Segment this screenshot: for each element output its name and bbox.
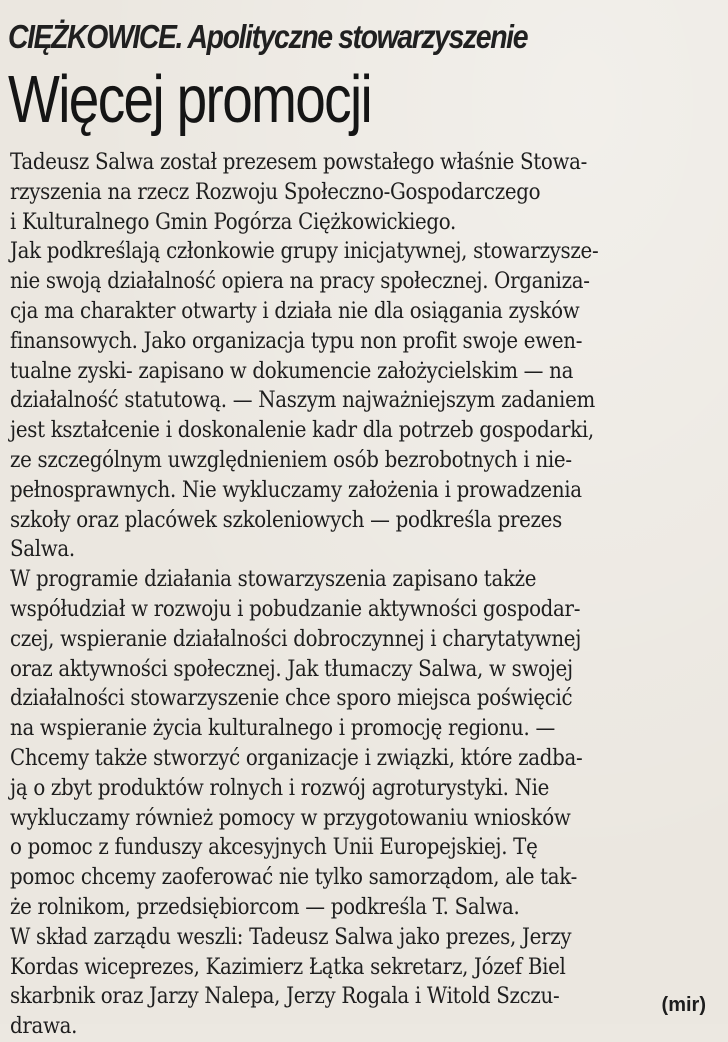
body-line: czej, wspieranie działalności dobroczynnej i charytatywnej bbox=[10, 625, 582, 652]
body-line: Tadeusz Salwa został prezesem powstałego właśnie Stowa- bbox=[10, 149, 588, 175]
body-line: Jak podkreślają członkowie grupy inicjatywnej, stowarzysze- bbox=[10, 238, 599, 265]
body-line: oraz aktywności społecznej. Jak tłumaczy Salwa, w swojej bbox=[10, 655, 573, 682]
author-byline: (mir) bbox=[661, 994, 706, 1016]
body-line: działalności stowarzyszenie chce sporo miejsca poświęcić bbox=[10, 685, 573, 712]
body-line: cja ma charakter otwarty i działa nie dla osiągania zysków bbox=[10, 297, 580, 324]
body-line: nie swoją działalność opiera na pracy społecznej. Organiza- bbox=[10, 268, 590, 295]
body-line: wykluczamy również pomocy w przygotowaniu wniosków bbox=[10, 804, 571, 831]
body-line: skarbnik oraz Jarzy Nalepa, Jerzy Rogala i Witold Szczu- bbox=[10, 983, 560, 1010]
body-line: W skład zarządu weszli: Tadeusz Salwa jako prezes, Jerzy bbox=[10, 923, 572, 950]
body-line: Salwa. bbox=[10, 536, 75, 563]
body-line: szkoły oraz placówek szkoleniowych — podkreśla prezes bbox=[10, 506, 562, 533]
body-line: W programie działania stowarzyszenia zapisano także bbox=[10, 566, 537, 593]
body-line: i Kulturalnego Gmin Pogórza Ciężkowickiego. bbox=[10, 208, 457, 235]
body-line: o pomoc z funduszy akcesyjnych Unii Europejskiej. Tę bbox=[10, 834, 538, 861]
body-line: drawa. bbox=[10, 1013, 78, 1040]
body-line: Chcemy także stworzyć organizacje i związki, które zadba- bbox=[10, 744, 583, 771]
body-line: działalność statutową. — Naszym najważniejszym zadaniem bbox=[10, 387, 595, 414]
body-line: na wspieranie życia kulturalnego i promocję regionu. — bbox=[10, 715, 555, 742]
body-line: współudział w rozwoju i pobudzanie aktywności gospodar- bbox=[10, 595, 581, 622]
body-line: finansowych. Jako organizacja typu non profit swoje ewen- bbox=[10, 327, 583, 354]
body-line: Kordas wiceprezes, Kazimierz Łątka sekretarz, Józef Biel bbox=[10, 953, 566, 980]
body-line: ze szczególnym uwzględnieniem osób bezrobotnych i nie- bbox=[10, 446, 572, 473]
body-line: pomoc chcemy zaoferować nie tylko samorządom, ale tak- bbox=[10, 864, 578, 891]
kicker: CIĘŻKOWICE. Apolityczne stowarzyszenie bbox=[8, 18, 528, 55]
article-body bbox=[10, 148, 728, 1042]
headline: Więcej promocji bbox=[8, 62, 372, 137]
body-line: pełnosprawnych. Nie wykluczamy założenia i prowadzenia bbox=[10, 476, 582, 503]
body-line: ją o zbyt produktów rolnych i rozwój agroturystyki. Nie bbox=[10, 774, 550, 801]
body-line: jest kształcenie i doskonalenie kadr dla potrzeb gospodarki, bbox=[10, 417, 594, 444]
body-line: że rolnikom, przedsiębiorcom — podkreśla T. Salwa. bbox=[10, 893, 520, 920]
body-line: rzyszenia na rzecz Rozwoju Społeczno-Gospodarczego bbox=[10, 178, 541, 205]
body-line: tualne zyski- zapisano w dokumencie założycielskim — na bbox=[10, 357, 574, 384]
